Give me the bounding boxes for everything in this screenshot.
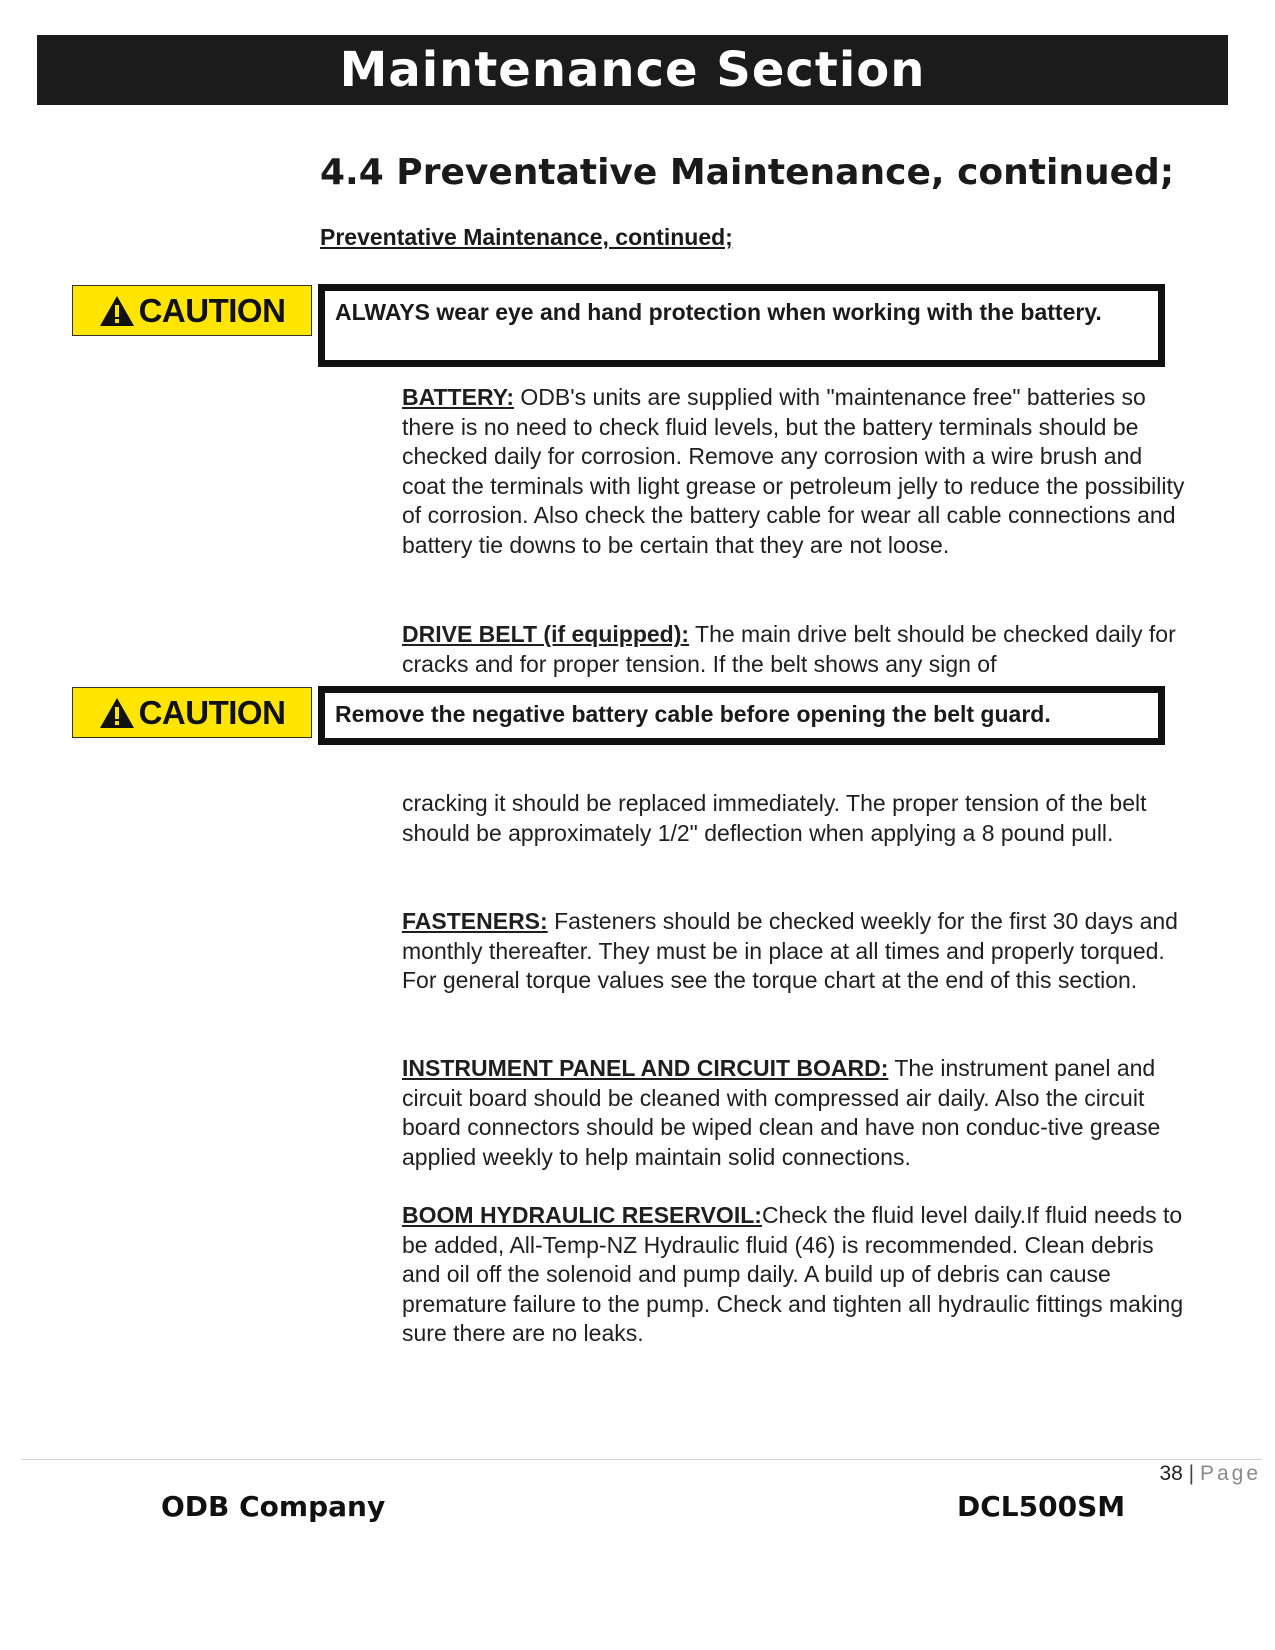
caution-message: Remove the negative battery cable before opening the belt guard. xyxy=(335,701,1051,727)
caution-message-box xyxy=(318,686,1165,745)
fasteners-lead: FASTENERS: xyxy=(402,908,548,934)
footer-divider xyxy=(22,1459,1262,1460)
caution-word: CAUTION xyxy=(138,291,286,329)
boom-hydraulic-lead: BOOM HYDRAULIC RESERVOIL: xyxy=(402,1202,762,1228)
drive-belt-continuation: cracking it should be replaced immediately. The proper tension of the belt should be approximately 1/2" deflection when applying a 8 pound pull. xyxy=(402,790,1147,846)
instrument-panel-paragraph xyxy=(402,1054,1192,1172)
model-number: DCL500SM xyxy=(957,1490,1126,1523)
fasteners-paragraph xyxy=(402,907,1192,996)
fasteners-body: Fasteners should be checked weekly for the first 30 days and monthly thereafter. They must be in place at all times and properly torqued. For general torque values see the torque chart at the end of this section. xyxy=(402,908,1178,993)
company-name: ODB Company xyxy=(161,1490,386,1523)
page-word: Page xyxy=(1199,1462,1261,1485)
header-bar xyxy=(37,35,1228,105)
page-heading: 4.4 Preventative Maintenance, continued; xyxy=(320,152,1175,193)
page-separator: | xyxy=(1188,1462,1195,1485)
battery-lead: BATTERY: xyxy=(402,384,515,410)
caution-label xyxy=(72,285,312,336)
subheading: Preventative Maintenance, continued; xyxy=(320,224,733,250)
drive-belt-paragraph xyxy=(402,620,1192,679)
drive-belt-body: The main drive belt should be checked daily for cracks and for proper tension. If the belt shows any sign of xyxy=(402,621,1176,677)
warning-triangle-icon xyxy=(99,697,135,729)
page-number-value: 38 xyxy=(1159,1462,1183,1485)
section-title: Maintenance Section xyxy=(339,42,926,98)
instrument-panel-body: The instrument panel and circuit board should be cleaned with compressed air daily. Also the circuit board connectors should be wiped clean and have non conduc-tive grease applied weekly to help maintain solid connections. xyxy=(402,1055,1161,1170)
caution-message: ALWAYS wear eye and hand protection when working with the battery. xyxy=(335,299,1102,325)
boom-hydraulic-paragraph xyxy=(402,1201,1192,1349)
caution-message-box xyxy=(318,284,1165,367)
caution-word: CAUTION xyxy=(138,693,286,731)
battery-paragraph xyxy=(402,383,1192,560)
caution-label xyxy=(72,687,312,738)
boom-hydraulic-body: Check the fluid level daily.If fluid needs to be added, All-Temp-NZ Hydraulic fluid (46) is recommended. Clean debris and oil off the solenoid and pump daily. A build up of debris can cause premature failure to the pump. Check and tighten all hydraulic fittings making sure there are no leaks. xyxy=(402,1202,1184,1346)
battery-body: ODB's units are supplied with "maintenance free" batteries so there is no need to check fluid levels, but the battery terminals should be checked daily for corrosion. Remove any corrosion with a wire brush and coat the terminals with light grease or petroleum jelly to reduce the possibility of corrosion. Also check the battery cable for wear all cable connections and battery tie downs to be certain that they are not loose. xyxy=(402,384,1185,558)
drive-belt-lead: DRIVE BELT (if equipped): xyxy=(402,621,690,647)
warning-triangle-icon xyxy=(99,295,135,327)
page-number xyxy=(1159,1462,1261,1486)
instrument-panel-lead: INSTRUMENT PANEL AND CIRCUIT BOARD: xyxy=(402,1055,889,1081)
